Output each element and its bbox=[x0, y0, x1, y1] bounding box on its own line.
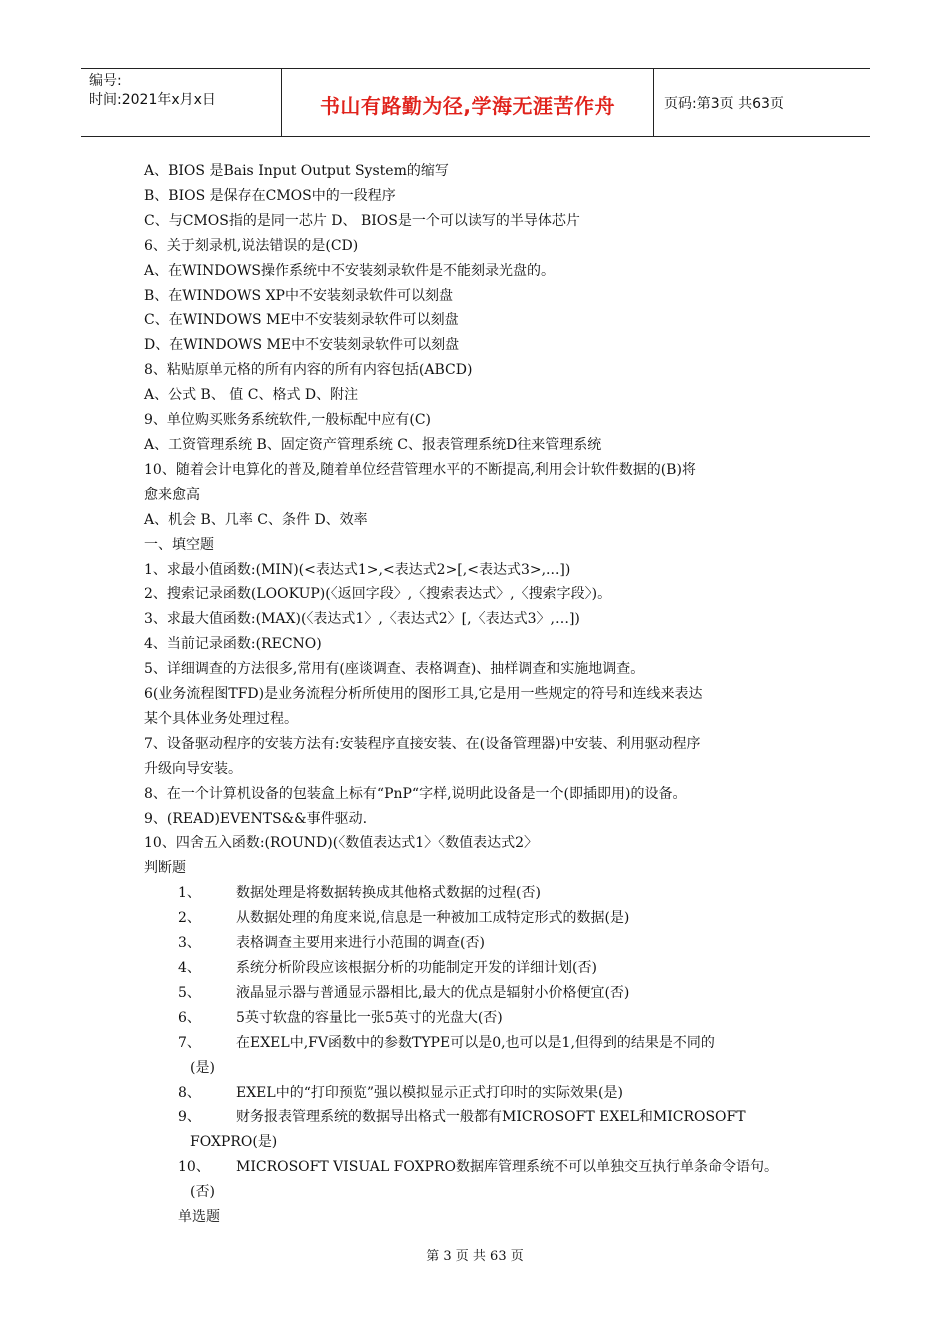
judgment-text: 系统分析阶段应该根据分析的功能制定开发的详细计划(否) bbox=[236, 960, 597, 976]
judgment-item bbox=[144, 956, 814, 981]
header-page bbox=[654, 69, 870, 136]
text-line: 4、当前记录函数:(RECNO) bbox=[144, 636, 322, 653]
text-line: D、在WINDOWS ME中不安装刻录软件可以刻盘 bbox=[144, 337, 460, 354]
text-line: 某个具体业务处理过程。 bbox=[144, 710, 298, 727]
judgment-text: EXEL中的“打印预览”强以模拟显示正式打印时的实际效果(是) bbox=[236, 1084, 623, 1101]
text-line: 愈来愈高 bbox=[144, 486, 200, 503]
judgment-text: 5英寸软盘的容量比一张5英寸的光盘大(否) bbox=[236, 1009, 503, 1026]
judgment-continuation: (是) bbox=[190, 1059, 215, 1076]
judgment-number: 5、 bbox=[178, 984, 201, 1001]
motto-text: 书山有路勤为径,学海无涯苦作舟 bbox=[319, 94, 616, 118]
judgment-item bbox=[144, 931, 814, 956]
header-motto bbox=[282, 69, 654, 136]
judgment-text: 表格调查主要用来进行小范围的调查(否) bbox=[236, 935, 485, 952]
page-label: 页码:第3页 共63页 bbox=[664, 95, 784, 112]
text-line: 10、随着会计电算化的普及,随着单位经营管理水平的不断提高,利用会计软件数据的(B)将 bbox=[144, 461, 696, 478]
text-line: A、机会 B、几率 C、条件 D、效率 bbox=[144, 511, 368, 528]
header-meta bbox=[81, 69, 282, 136]
text-line: A、BIOS 是Bais Input Output System的缩写 bbox=[144, 163, 449, 179]
page-footer: 第 3 页 共 63 页 bbox=[426, 1249, 524, 1264]
judgment-number: 6、 bbox=[178, 1009, 201, 1026]
judgment-item bbox=[144, 981, 814, 1006]
judgment-item bbox=[144, 1081, 814, 1106]
judgment-list bbox=[144, 881, 814, 1205]
text-lines bbox=[144, 159, 814, 881]
judgment-item bbox=[144, 1105, 814, 1130]
time-label: 时间:2021年x月x日 bbox=[89, 92, 216, 108]
judgment-text: 数据处理是将数据转换成其他格式数据的过程(否) bbox=[236, 885, 541, 902]
judgment-number: 2、 bbox=[178, 910, 201, 927]
text-line: B、BIOS 是保存在CMOS中的一段程序 bbox=[144, 187, 396, 204]
judgment-continuation: (否) bbox=[190, 1184, 215, 1201]
text-line: 9、(READ)EVENTS&&事件驱动. bbox=[144, 810, 368, 827]
judgment-number: 9、 bbox=[178, 1109, 201, 1126]
judgment-item bbox=[144, 1155, 814, 1180]
text-line: 8、粘贴原单元格的所有内容的所有内容包括(ABCD) bbox=[144, 362, 473, 379]
document-body bbox=[144, 159, 814, 1230]
text-line: 7、设备驱动程序的安装方法有:安装程序直接安装、在(设备管理器)中安装、利用驱动程序 bbox=[144, 735, 701, 752]
text-line: 一、填空题 bbox=[144, 536, 214, 553]
judgment-text: MICROSOFT VISUAL FOXPRO数据库管理系统不可以单独交互执行单条命令语句。 bbox=[236, 1159, 778, 1176]
judgment-number: 10、 bbox=[178, 1159, 210, 1176]
text-line: 9、单位购买账务系统软件,一般标配中应有(C) bbox=[144, 412, 431, 429]
judgment-number: 4、 bbox=[178, 960, 201, 976]
judgment-text: 从数据处理的角度来说,信息是一种被加工成特定形式的数据(是) bbox=[236, 910, 630, 927]
judgment-number: 8、 bbox=[178, 1084, 201, 1101]
judgment-number: 7、 bbox=[178, 1034, 201, 1051]
judgment-item bbox=[144, 1031, 814, 1056]
section-heading: 单选题 bbox=[178, 1209, 220, 1226]
text-line: 升级向导安装。 bbox=[144, 760, 242, 777]
judgment-item bbox=[144, 906, 814, 931]
judgment-text: 液晶显示器与普通显示器相比,最大的优点是辐射小价格便宜(否) bbox=[236, 984, 630, 1001]
judgment-text: 财务报表管理系统的数据导出格式一般都有MICROSOFT EXEL和MICROSOFT bbox=[236, 1109, 746, 1126]
judgment-number: 1、 bbox=[178, 885, 201, 902]
text-line: A、工资管理系统 B、固定资产管理系统 C、报表管理系统D往来管理系统 bbox=[144, 436, 602, 453]
judgment-item bbox=[144, 1006, 814, 1031]
text-line: 6(业务流程图TFD)是业务流程分析所使用的图形工具,它是用一些规定的符号和连线来表达 bbox=[144, 686, 703, 703]
text-line: A、在WINDOWS操作系统中不安装刻录软件是不能刻录光盘的。 bbox=[144, 262, 555, 279]
text-line: 5、详细调查的方法很多,常用有(座谈调查、表格调查)、抽样调查和实施地调查。 bbox=[144, 661, 645, 678]
judgment-item bbox=[144, 881, 814, 906]
text-line: 3、求最大值函数:(MAX)(〈表达式1〉,〈表达式2〉[,〈表达式3〉,…]) bbox=[144, 611, 580, 628]
text-line: 6、关于刻录机,说法错误的是(CD) bbox=[144, 237, 359, 254]
text-line: 10、四舍五入函数:(ROUND)(〈数值表达式1〉〈数值表达式2〉 bbox=[144, 835, 539, 852]
text-line: A、公式 B、 值 C、格式 D、附注 bbox=[144, 387, 359, 404]
text-line: C、与CMOS指的是同一芯片 D、 BIOS是一个可以读写的半导体芯片 bbox=[144, 212, 580, 229]
text-line: 2、搜索记录函数(LOOKUP)(〈返回字段〉,〈搜索表达式〉,〈搜索字段〉)。 bbox=[144, 586, 612, 603]
text-line: B、在WINDOWS XP中不安装刻录软件可以刻盘 bbox=[144, 287, 453, 304]
text-line: 1、求最小值函数:(MIN)(<表达式1>,<表达式2>[,<表达式3>,...]) bbox=[144, 561, 571, 578]
number-label: 编号: bbox=[89, 73, 122, 89]
judgment-text: 在EXEL中,FV函数中的参数TYPE可以是0,也可以是1,但得到的结果是不同的 bbox=[236, 1034, 715, 1051]
text-line: 判断题 bbox=[144, 860, 186, 877]
text-line: 8、在一个计算机设备的包装盒上标有“PnP“字样,说明此设备是一个(即插即用)的设备。 bbox=[144, 785, 687, 802]
judgment-number: 3、 bbox=[178, 935, 201, 952]
text-line: C、在WINDOWS ME中不安装刻录软件可以刻盘 bbox=[144, 312, 459, 329]
judgment-continuation: FOXPRO(是) bbox=[190, 1134, 278, 1151]
page-header bbox=[81, 68, 870, 137]
